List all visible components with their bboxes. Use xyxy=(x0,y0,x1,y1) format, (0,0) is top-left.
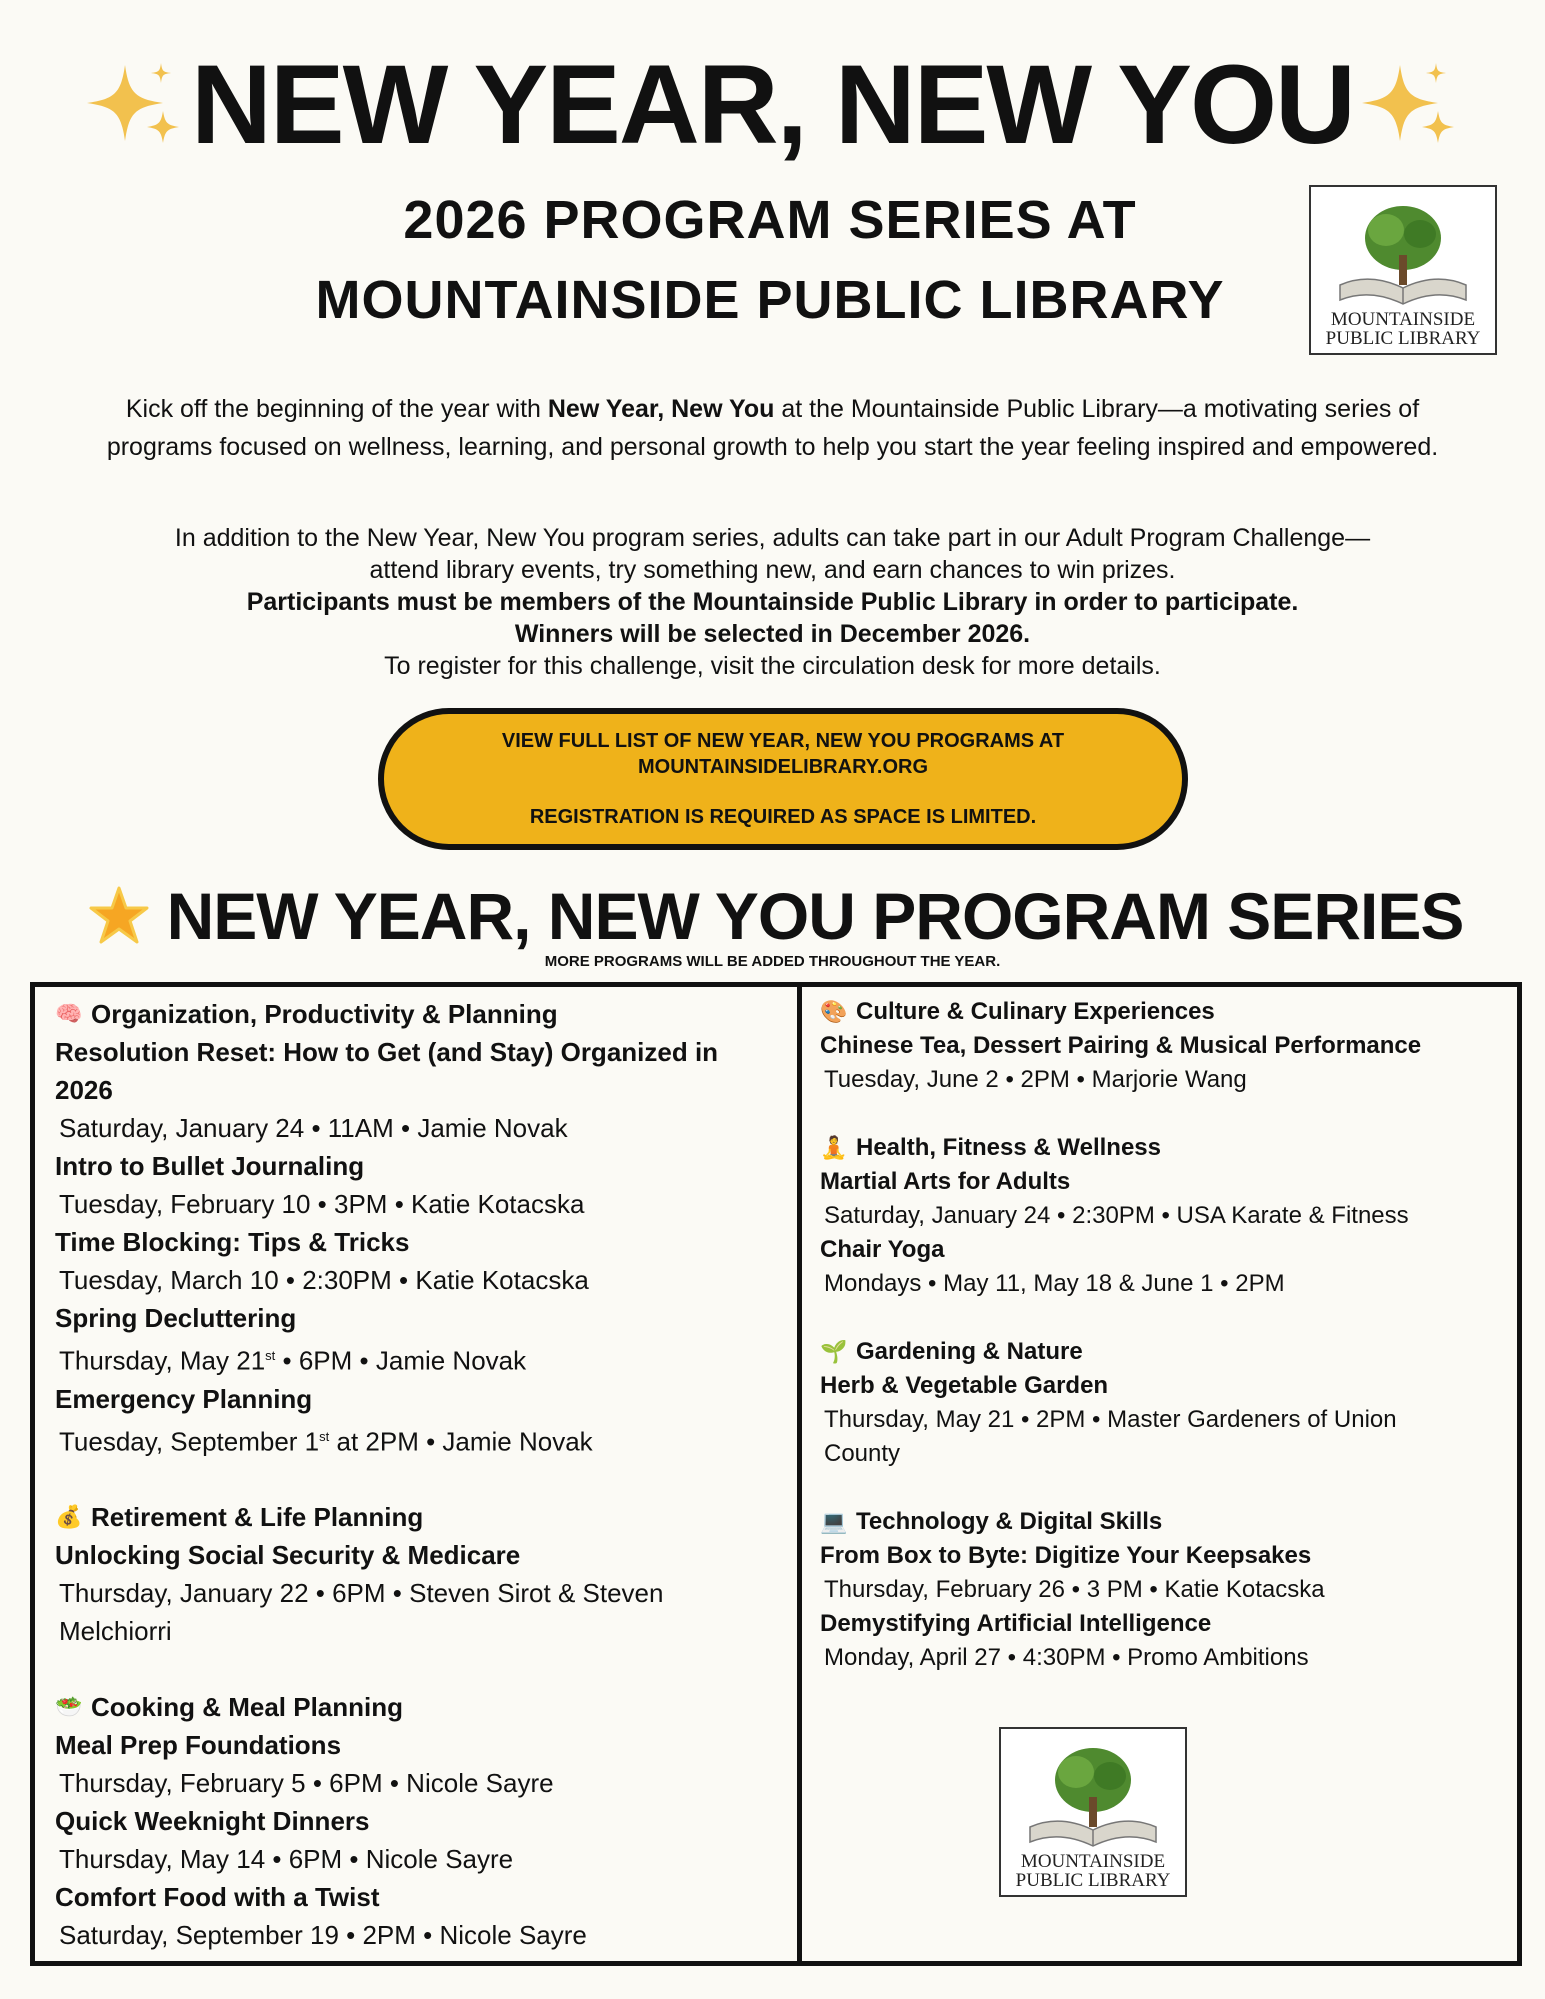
program-details: Saturday, January 24 • 11AM • Jamie Novak xyxy=(59,1113,568,1143)
program-title: 2026 xyxy=(55,1075,113,1105)
subtitle-line1: 2026 PROGRAM SERIES AT xyxy=(403,190,1137,250)
program-details: Thursday, February 5 • 6PM • Nicole Sayre xyxy=(59,1768,554,1799)
challenge-line: attend library events, try something new, and earn chances to win prizes. xyxy=(369,556,1176,584)
logo-text-line1: MOUNTAINSIDE xyxy=(1020,1851,1166,1872)
program-title: Meal Prep Foundations xyxy=(55,1730,342,1761)
tree-book-icon xyxy=(1018,1742,1168,1852)
cta-link[interactable]: MOUNTAINSIDELIBRARY.ORG xyxy=(638,756,928,778)
program-column-right xyxy=(820,995,1500,1675)
program-title: Herb & Vegetable Garden xyxy=(820,1372,1109,1399)
program-details: Mondays • May 11, May 18 & June 1 • 2PM xyxy=(824,1270,1285,1297)
category-heading: 🌱 Gardening & Nature xyxy=(820,1335,1500,1369)
main-title: NEW YEAR, NEW YOU xyxy=(191,42,1354,167)
program-details: Tuesday, September 1st at 2PM • Jamie Novak xyxy=(59,1426,593,1457)
logo-text-line1: MOUNTAINSIDE xyxy=(1330,309,1476,330)
series-note: MORE PROGRAMS WILL BE ADDED THROUGHOUT THE YEAR. xyxy=(544,953,1001,970)
program-title: Demystifying Artificial Intelligence xyxy=(820,1610,1212,1637)
cta-line: REGISTRATION IS REQUIRED AS SPACE IS LIMITED. xyxy=(529,806,1037,828)
program-details: Tuesday, June 2 • 2PM • Marjorie Wang xyxy=(824,1066,1247,1093)
program-title: From Box to Byte: Digitize Your Keepsakes xyxy=(820,1542,1312,1569)
intro-paragraph xyxy=(70,390,1475,466)
program-details: Tuesday, February 10 • 3PM • Katie Kotacska xyxy=(59,1189,585,1219)
star-icon xyxy=(87,884,151,948)
program-title: Resolution Reset: How to Get (and Stay) Organized in xyxy=(55,1037,719,1067)
money-bag-icon: 💰 xyxy=(55,1504,83,1530)
program-details: Saturday, January 24 • 2:30PM • USA Karate & Fitness xyxy=(824,1202,1409,1229)
challenge-line: In addition to the New Year, New You program series, adults can take part in our Adult Program Challenge— xyxy=(174,524,1371,552)
program-details: Melchiorri xyxy=(59,1616,172,1647)
program-title: Chair Yoga xyxy=(820,1236,945,1263)
program-title: Quick Weeknight Dinners xyxy=(55,1806,370,1837)
program-details: Tuesday, March 10 • 2:30PM • Katie Kotacska xyxy=(59,1265,589,1295)
program-title: Emergency Planning xyxy=(55,1383,313,1414)
category-heading: 🧘 Health, Fitness & Wellness xyxy=(820,1131,1500,1165)
challenge-line: To register for this challenge, visit the circulation desk for more details. xyxy=(384,652,1161,680)
program-title: Spring Decluttering xyxy=(55,1303,297,1333)
tree-book-icon xyxy=(1328,200,1478,310)
challenge-paragraph xyxy=(70,522,1475,682)
program-title: Martial Arts for Adults xyxy=(820,1168,1071,1195)
program-details: Thursday, May 14 • 6PM • Nicole Sayre xyxy=(59,1844,514,1875)
category-heading: 🥗 Cooking & Meal Planning xyxy=(55,1688,775,1726)
cta-banner[interactable] xyxy=(378,708,1188,850)
program-title: Time Blocking: Tips & Tricks xyxy=(55,1227,410,1257)
laptop-icon: 💻 xyxy=(820,1509,848,1534)
category-heading: 🎨 Culture & Culinary Experiences xyxy=(820,995,1500,1029)
subtitle-line2: MOUNTAINSIDE PUBLIC LIBRARY xyxy=(315,270,1225,330)
logo-text xyxy=(1016,1852,1171,1895)
brain-icon: 🧠 xyxy=(55,1001,83,1026)
category-heading: 💻 Technology & Digital Skills xyxy=(820,1505,1500,1539)
intro-text: at the Mountainside Public Library—a motivating series of programs focused on wellness, learning, and personal growth to help you start the year feeling inspired and empowered. xyxy=(106,395,1439,461)
program-title: Chinese Tea, Dessert Pairing & Musical Performance xyxy=(820,1032,1422,1059)
intro-bold: New Year, New You xyxy=(547,395,775,423)
logo-text xyxy=(1326,310,1481,353)
category-heading: 💰 Retirement & Life Planning xyxy=(55,1498,775,1536)
logo-text-line2: PUBLIC LIBRARY xyxy=(1325,328,1481,349)
library-logo-bottom xyxy=(999,1727,1187,1897)
program-title: Intro to Bullet Journaling xyxy=(55,1151,365,1181)
program-details: Thursday, May 21 • 2PM • Master Gardeners of Union xyxy=(824,1406,1397,1433)
salad-icon: 🥗 xyxy=(55,1694,83,1720)
challenge-bold-line: Participants must be members of the Mountainside Public Library in order to participate. xyxy=(246,588,1299,616)
program-details: Monday, April 27 • 4:30PM • Promo Ambitions xyxy=(824,1644,1309,1671)
intro-text: Kick off the beginning of the year with xyxy=(125,395,548,423)
program-details: County xyxy=(824,1440,901,1467)
program-details: Saturday, September 19 • 2PM • Nicole Sayre xyxy=(59,1920,587,1951)
program-title: Unlocking Social Security & Medicare xyxy=(55,1540,521,1571)
series-title: NEW YEAR, NEW YOU PROGRAM SERIES xyxy=(166,879,1464,953)
challenge-bold-line: Winners will be selected in December 2026. xyxy=(514,620,1031,648)
yoga-icon: 🧘 xyxy=(820,1135,848,1160)
logo-text-line2: PUBLIC LIBRARY xyxy=(1015,1870,1171,1891)
program-details: Thursday, February 26 • 3 PM • Katie Kotacska xyxy=(824,1576,1325,1603)
sparkle-icon xyxy=(85,55,185,155)
cta-line: VIEW FULL LIST OF NEW YEAR, NEW YOU PROGRAMS AT xyxy=(501,730,1065,752)
library-logo xyxy=(1309,185,1497,355)
program-details: Thursday, January 22 • 6PM • Steven Sirot & Steven xyxy=(59,1578,664,1609)
program-details: Thursday, May 21st • 6PM • Jamie Novak xyxy=(59,1345,527,1376)
title-row xyxy=(0,40,1545,170)
seedling-icon: 🌱 xyxy=(820,1339,848,1364)
palette-icon: 🎨 xyxy=(820,999,848,1024)
column-divider xyxy=(797,982,802,1966)
series-heading xyxy=(50,876,1500,956)
sparkle-icon xyxy=(1360,55,1460,155)
program-column-left xyxy=(55,995,775,1954)
program-title: Comfort Food with a Twist xyxy=(55,1882,380,1913)
category-heading: 🧠 Organization, Productivity & Planning xyxy=(55,995,775,1033)
